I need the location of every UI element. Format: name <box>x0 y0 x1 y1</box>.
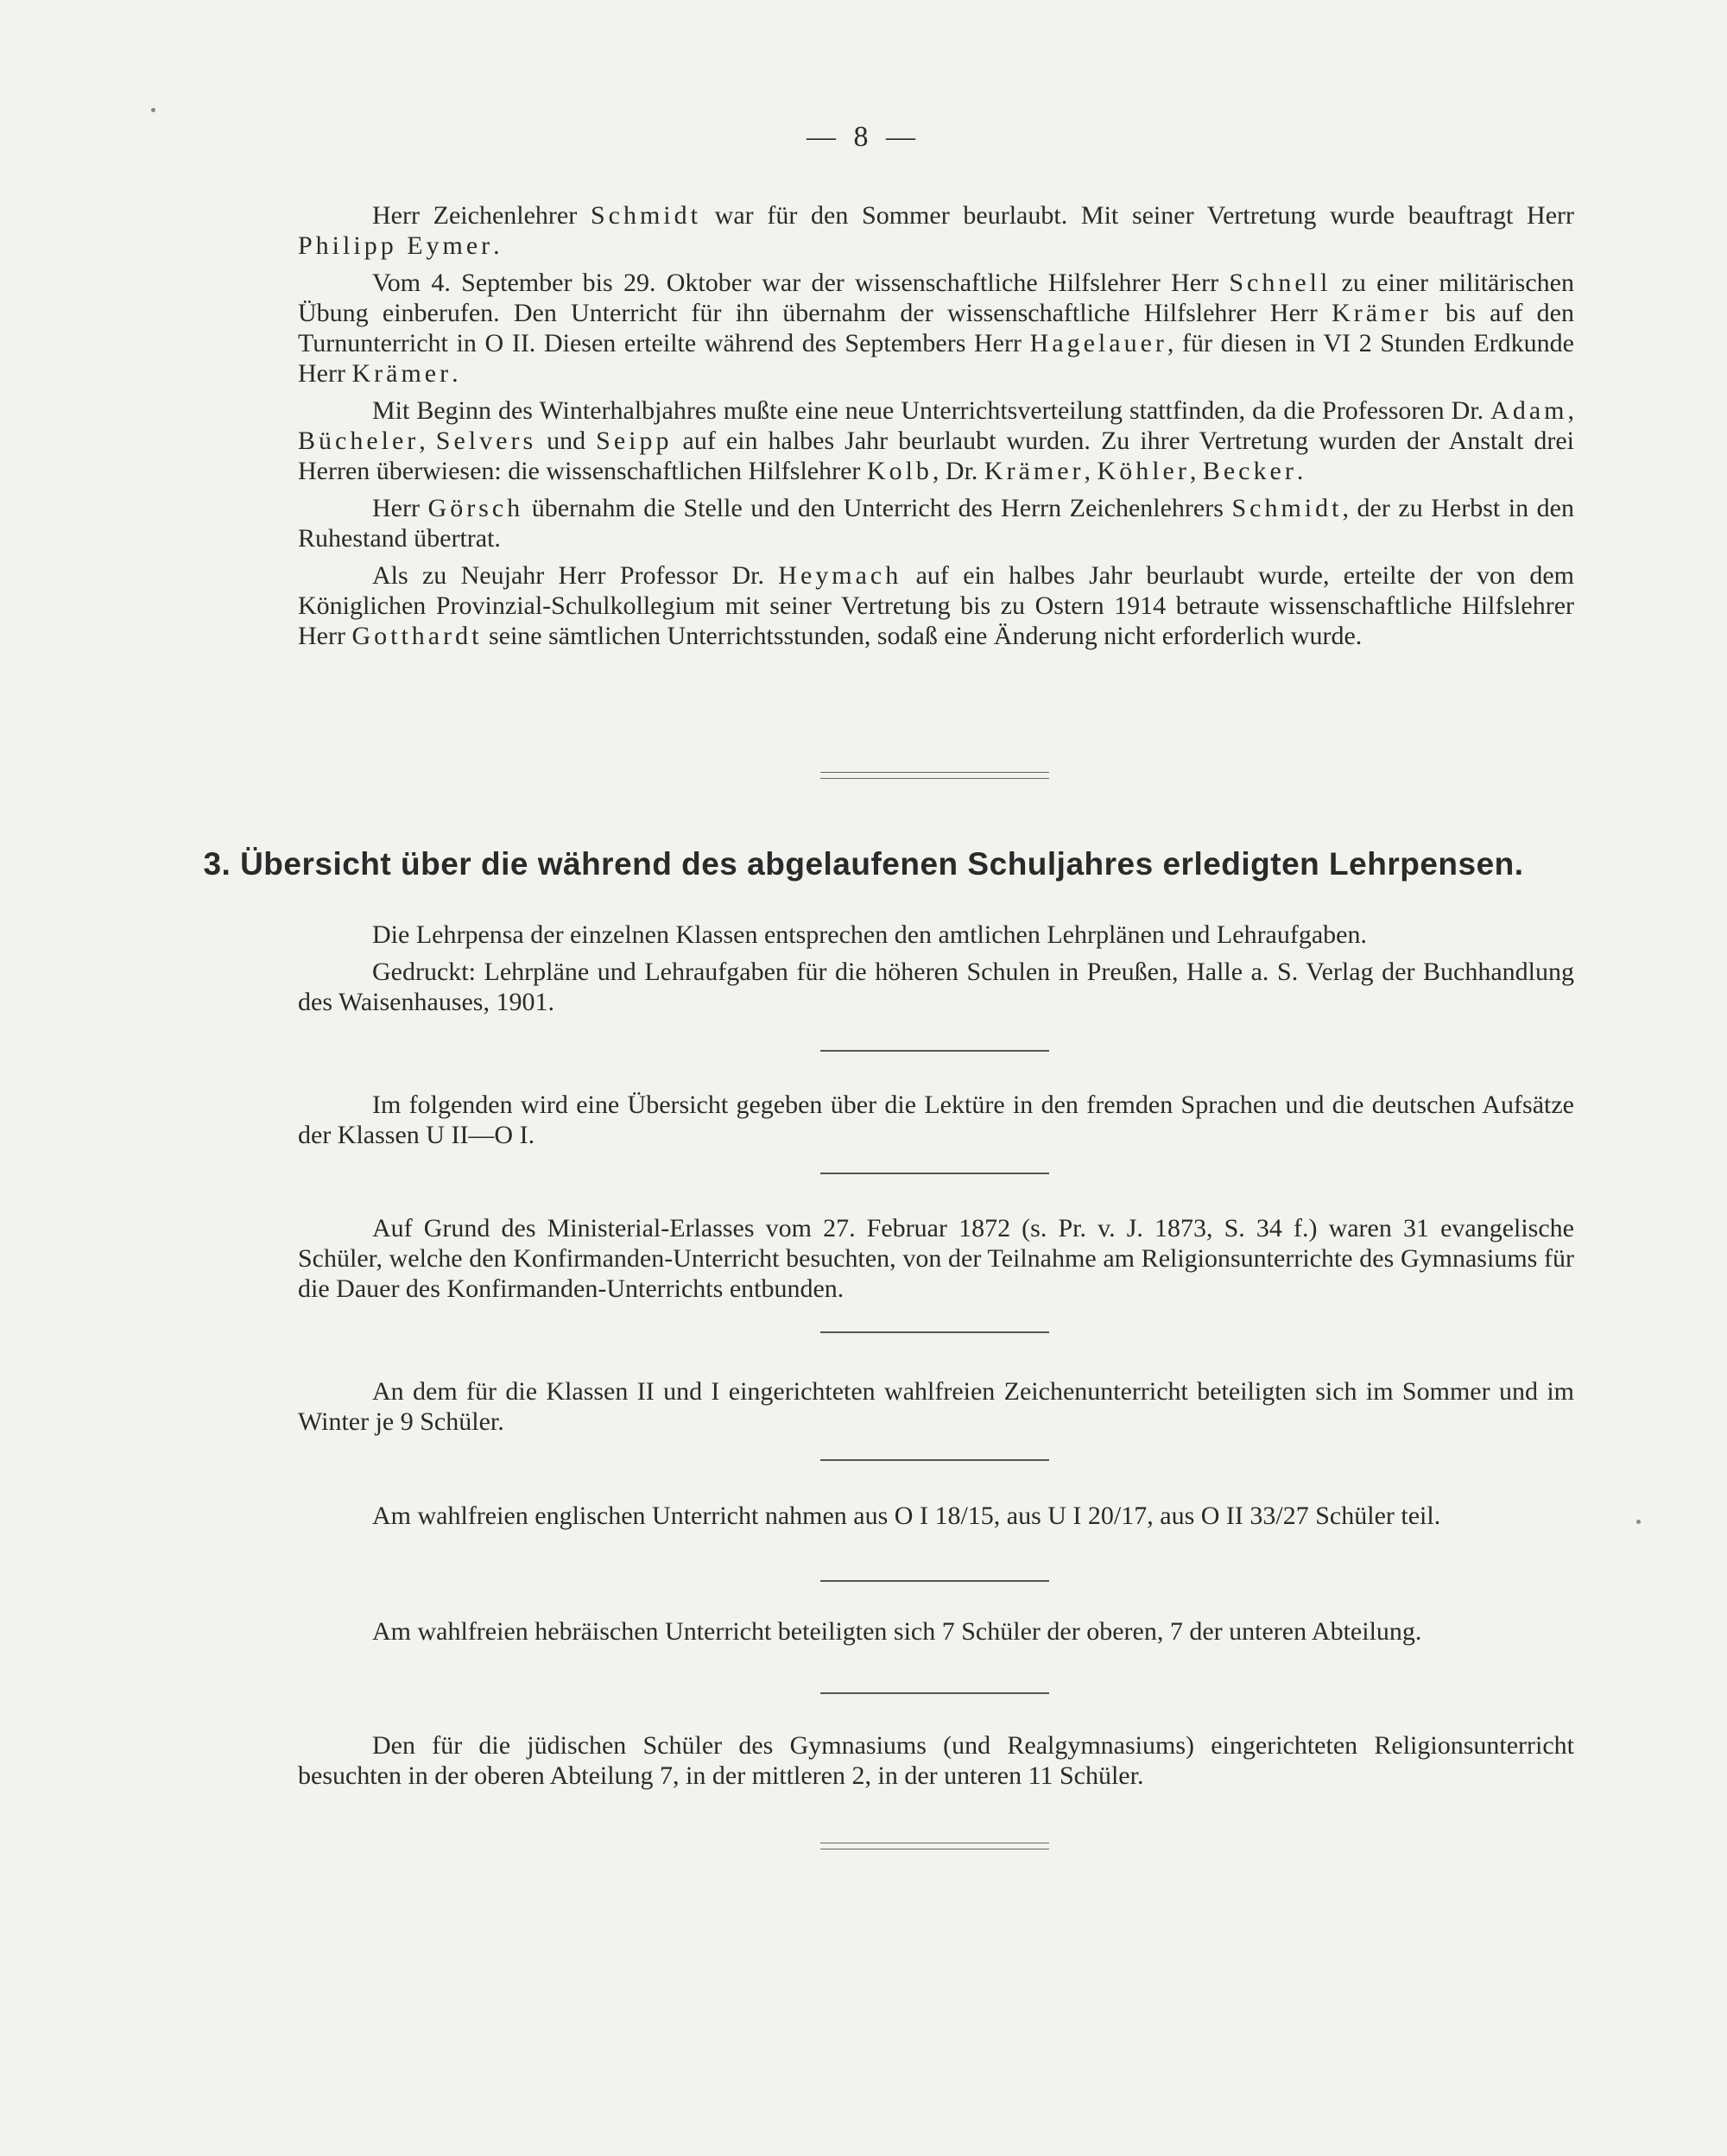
text-run: , der zu Herbst in den Ruhestand übertrat. <box>298 494 1574 553</box>
person-name: Krämer <box>351 359 452 388</box>
divider <box>820 1050 1049 1052</box>
zeichnen-text <box>298 1376 1574 1437</box>
page-number: — 8 — <box>807 121 920 153</box>
text-run: Vom 4. September bis 29. Oktober war der wissenschaftliche Hilfslehrer Herr <box>372 269 1230 297</box>
text-run: war für den Sommer beurlaubt. Mit seiner Vertretung wurde beauftragt Herr <box>700 201 1575 230</box>
text-run: , <box>1084 457 1098 485</box>
text-run: . <box>493 231 500 260</box>
text-run: . <box>1296 457 1304 485</box>
divider <box>820 1173 1049 1174</box>
scan-speck <box>1636 1520 1641 1524</box>
text-run: , Dr. <box>932 457 984 485</box>
intro-paragraph <box>298 493 1574 553</box>
text-run: , für diesen in VI 2 Stunden Erdkunde Herr <box>298 329 1574 388</box>
intro-paragraph <box>298 268 1574 389</box>
text-run: Herr <box>372 494 428 522</box>
text-run: . <box>452 359 459 388</box>
lektuere-text <box>298 1090 1574 1150</box>
text-run: zu einer militärischen Übung einberufen. Den Unterricht für ihn übernahm der wissenschaftliche Hilfslehrer Herr <box>298 269 1574 327</box>
end-divider <box>820 1843 1049 1849</box>
text-run: übernahm die Stelle und den Unterricht des Herrn Zeichenlehrers <box>523 494 1232 522</box>
text-run: auf ein halbes Jahr beurlaubt wurden. Zu ihrer Vertretung wurden der Anstalt drei Herren überwiesen: die wissenschaftlichen Hilfslehrer <box>298 427 1574 485</box>
text-run: bis auf den Turnunterricht in O II. Diesen erteilte während des Septembers Herr <box>298 299 1574 357</box>
person-name: Selvers <box>435 427 537 455</box>
person-name: Seipp <box>596 427 673 455</box>
englisch-text <box>298 1501 1574 1531</box>
intro-paragraph <box>298 200 1574 261</box>
intro-paragraph <box>298 560 1574 651</box>
scan-speck <box>151 108 155 112</box>
juedisch-paragraph: Den für die jüdischen Schüler des Gymnasiums (und Realgymnasiums) eingerichteten Religionsunterricht besuchten in der oberen Abteilung 7, in der mittleren 2, in der unteren 11 Schüler. <box>298 1731 1574 1790</box>
text-run: auf ein halbes Jahr beurlaubt wurde, erteilte der von dem Königlichen Provinzial-Schulkollegium mit seiner Vertretung bis zu Ostern 1914 betraute wissenschaftliche Hilfslehrer Herr <box>298 561 1574 650</box>
section-heading: 3. Übersicht über die während des abgelaufenen Schuljahres erledigten Lehrpensen. <box>203 846 1524 882</box>
divider <box>820 1459 1049 1461</box>
staff-changes-text <box>298 200 1574 651</box>
person-name: Görsch <box>427 494 524 522</box>
text-run: und <box>536 427 597 455</box>
person-name: Becker <box>1202 457 1297 485</box>
person-name: Schmidt <box>1231 494 1343 522</box>
person-name: Schmidt <box>590 201 701 230</box>
text-run: Mit Beginn des Winterhalbjahres mußte eine neue Unterrichtsverteilung stattfinden, da die Professoren Dr. <box>372 396 1491 425</box>
gedruckt-paragraph: Gedruckt: Lehrpläne und Lehraufgaben für die höheren Schulen in Preußen, Halle a. S. Verlag der Buchhandlung des Waisenhauses, 1901. <box>298 958 1574 1016</box>
text-run: , <box>1189 457 1203 485</box>
intro-paragraph <box>298 395 1574 486</box>
divider <box>820 1580 1049 1582</box>
divider <box>820 1331 1049 1333</box>
person-name: Köhler <box>1097 457 1190 485</box>
person-name: Bücheler <box>298 427 420 455</box>
text-run: , <box>1567 396 1574 425</box>
person-name: Krämer <box>1332 299 1432 327</box>
lehrpensa-text <box>298 920 1574 1017</box>
lektuere-paragraph: Im folgenden wird eine Übersicht gegeben über die Lektüre in den fremden Sprachen und die deutschen Aufsätze der Klassen U II—O I. <box>298 1091 1574 1149</box>
text-run: Als zu Neujahr Herr Professor Dr. <box>372 561 779 590</box>
person-name: Gotthardt <box>351 622 483 650</box>
person-name: Krämer <box>984 457 1085 485</box>
hebraeisch-paragraph: Am wahlfreien hebräischen Unterricht beteiligten sich 7 Schüler der oberen, 7 der unteren Abteilung. <box>372 1617 1422 1646</box>
konfirmanden-paragraph: Auf Grund des Ministerial-Erlasses vom 27. Februar 1872 (s. Pr. v. J. 1873, S. 34 f.) waren 31 evangelische Schüler, welche den Konfirmanden-Unterricht besuchten, von der Teilnahme am Religionsunterrichte des Gymnasiums für die Dauer des Konfirmanden-Unterrichts entbunden. <box>298 1214 1574 1303</box>
lehrpensa-paragraph: Die Lehrpensa der einzelnen Klassen entsprechen den amtlichen Lehrplänen und Lehraufgaben. <box>372 920 1367 949</box>
person-name: Heymach <box>778 561 902 590</box>
divider <box>820 1692 1049 1694</box>
person-name: Kolb <box>866 457 933 485</box>
text-run: Herr Zeichenlehrer <box>372 201 591 230</box>
text-run: , <box>419 427 436 455</box>
section-divider <box>820 772 1049 779</box>
text-run: seine sämtlichen Unterrichtsstunden, sodaß eine Änderung nicht erforderlich wurde. <box>482 622 1363 650</box>
person-name: Adam <box>1490 396 1568 425</box>
person-name: Hagelauer <box>1029 329 1167 357</box>
juedisch-text <box>298 1730 1574 1791</box>
person-name: Philipp Eymer <box>298 231 494 260</box>
person-name: Schnell <box>1229 269 1332 297</box>
zeichnen-paragraph: An dem für die Klassen II und I eingerichteten wahlfreien Zeichenunterricht beteiligten sich im Sommer und im Winter je 9 Schüler. <box>298 1377 1574 1436</box>
hebraeisch-text <box>298 1616 1574 1647</box>
konfirmanden-text <box>298 1213 1574 1304</box>
englisch-paragraph: Am wahlfreien englischen Unterricht nahmen aus O I 18/15, aus U I 20/17, aus O II 33/27 Schüler teil. <box>372 1502 1441 1530</box>
